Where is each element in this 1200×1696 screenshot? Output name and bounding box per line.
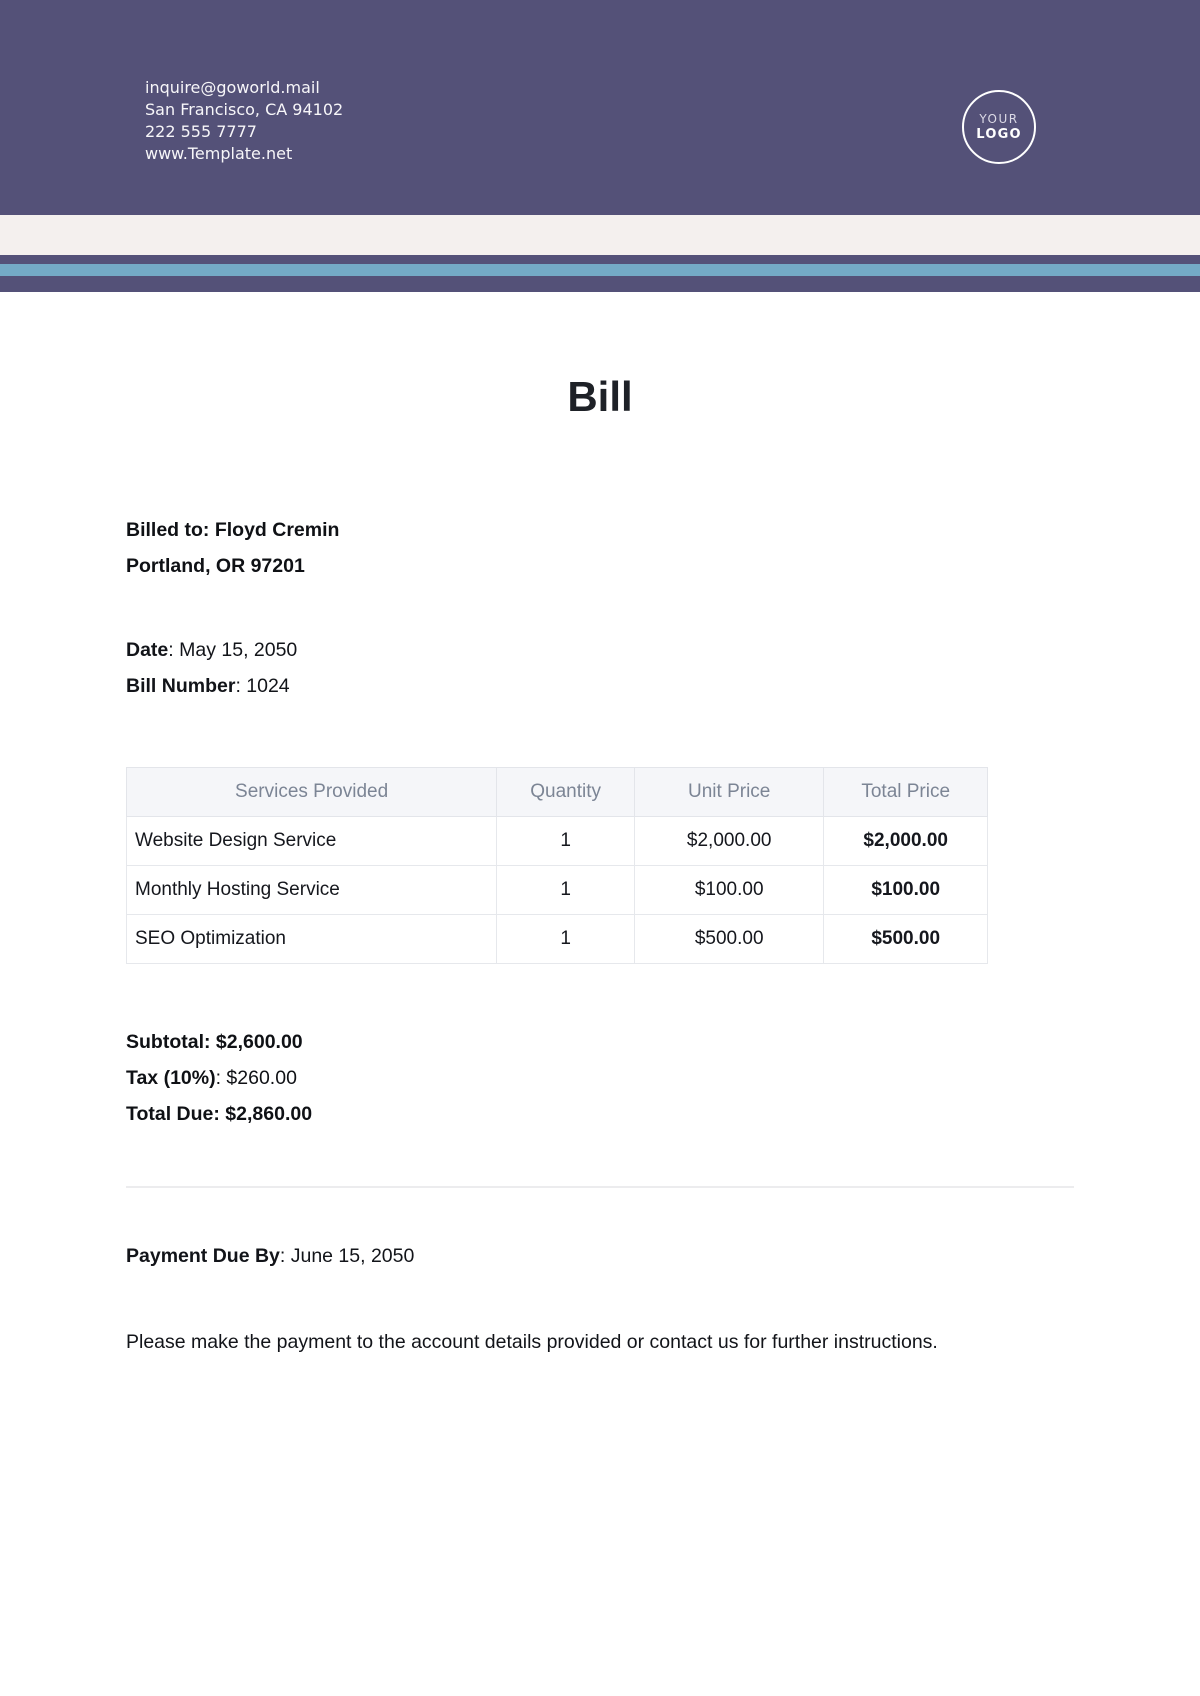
table-header-row	[127, 768, 988, 817]
quantity-cell: 1	[497, 817, 635, 866]
total-price-cell: $500.00	[824, 915, 988, 964]
subtotal-line: Subtotal: $2,600.00	[126, 1031, 303, 1053]
total-due-line: Total Due: $2,860.00	[126, 1103, 313, 1125]
table-row	[127, 915, 988, 964]
bill-number-line	[126, 668, 1074, 704]
header-banner	[0, 0, 1200, 215]
service-name-cell: Website Design Service	[127, 817, 497, 866]
billed-to-address: Portland, OR 97201	[126, 555, 305, 577]
billed-to-line: Billed to: Floyd Cremin	[126, 519, 340, 541]
quantity-cell: 1	[497, 915, 635, 964]
billed-to-block	[126, 512, 1074, 584]
totals-block	[126, 1024, 1074, 1132]
table-row	[127, 817, 988, 866]
payment-due-value: : June 15, 2050	[279, 1245, 415, 1267]
purple-stripe-thin	[0, 255, 1200, 264]
total-price-cell: $100.00	[824, 866, 988, 915]
quantity-cell: 1	[497, 866, 635, 915]
company-contact-block	[145, 77, 343, 165]
date-value: : May 15, 2050	[168, 639, 298, 661]
section-divider	[126, 1186, 1074, 1188]
tax-label: Tax (10%)	[126, 1067, 216, 1089]
header-quantity: Quantity	[497, 768, 635, 817]
unit-price-cell: $2,000.00	[634, 817, 823, 866]
header-total-price: Total Price	[824, 768, 988, 817]
services-table	[126, 767, 988, 964]
company-logo	[962, 90, 1036, 164]
bill-number-label: Bill Number	[126, 675, 236, 697]
logo-text-your: YOUR	[979, 112, 1019, 126]
company-email: inquire@goworld.mail	[145, 78, 320, 97]
blue-stripe	[0, 264, 1200, 276]
payment-due-line	[126, 1238, 1074, 1274]
bill-body	[0, 372, 1200, 1362]
cream-band	[0, 215, 1200, 255]
company-address: San Francisco, CA 94102	[145, 100, 344, 119]
payment-instructions-note: Please make the payment to the account details provided or contact us for further instructions.	[126, 1331, 938, 1353]
bill-meta-block	[126, 632, 1074, 704]
company-website: www.Template.net	[145, 144, 293, 163]
header-unit-price: Unit Price	[634, 768, 823, 817]
tax-value: : $260.00	[215, 1067, 297, 1089]
date-label: Date	[126, 639, 169, 661]
header-services-provided: Services Provided	[127, 768, 497, 817]
bill-number-value: : 1024	[235, 675, 290, 697]
payment-due-label: Payment Due By	[126, 1245, 280, 1267]
purple-stripe-bottom	[0, 276, 1200, 292]
company-phone: 222 555 7777	[145, 122, 257, 141]
unit-price-cell: $100.00	[634, 866, 823, 915]
logo-text-logo: LOGO	[976, 127, 1022, 142]
table-row	[127, 866, 988, 915]
unit-price-cell: $500.00	[634, 915, 823, 964]
service-name-cell: Monthly Hosting Service	[127, 866, 497, 915]
service-name-cell: SEO Optimization	[127, 915, 497, 964]
bill-date-line	[126, 632, 1074, 668]
total-price-cell: $2,000.00	[824, 817, 988, 866]
page-title: Bill	[567, 373, 633, 420]
tax-line	[126, 1060, 1074, 1096]
